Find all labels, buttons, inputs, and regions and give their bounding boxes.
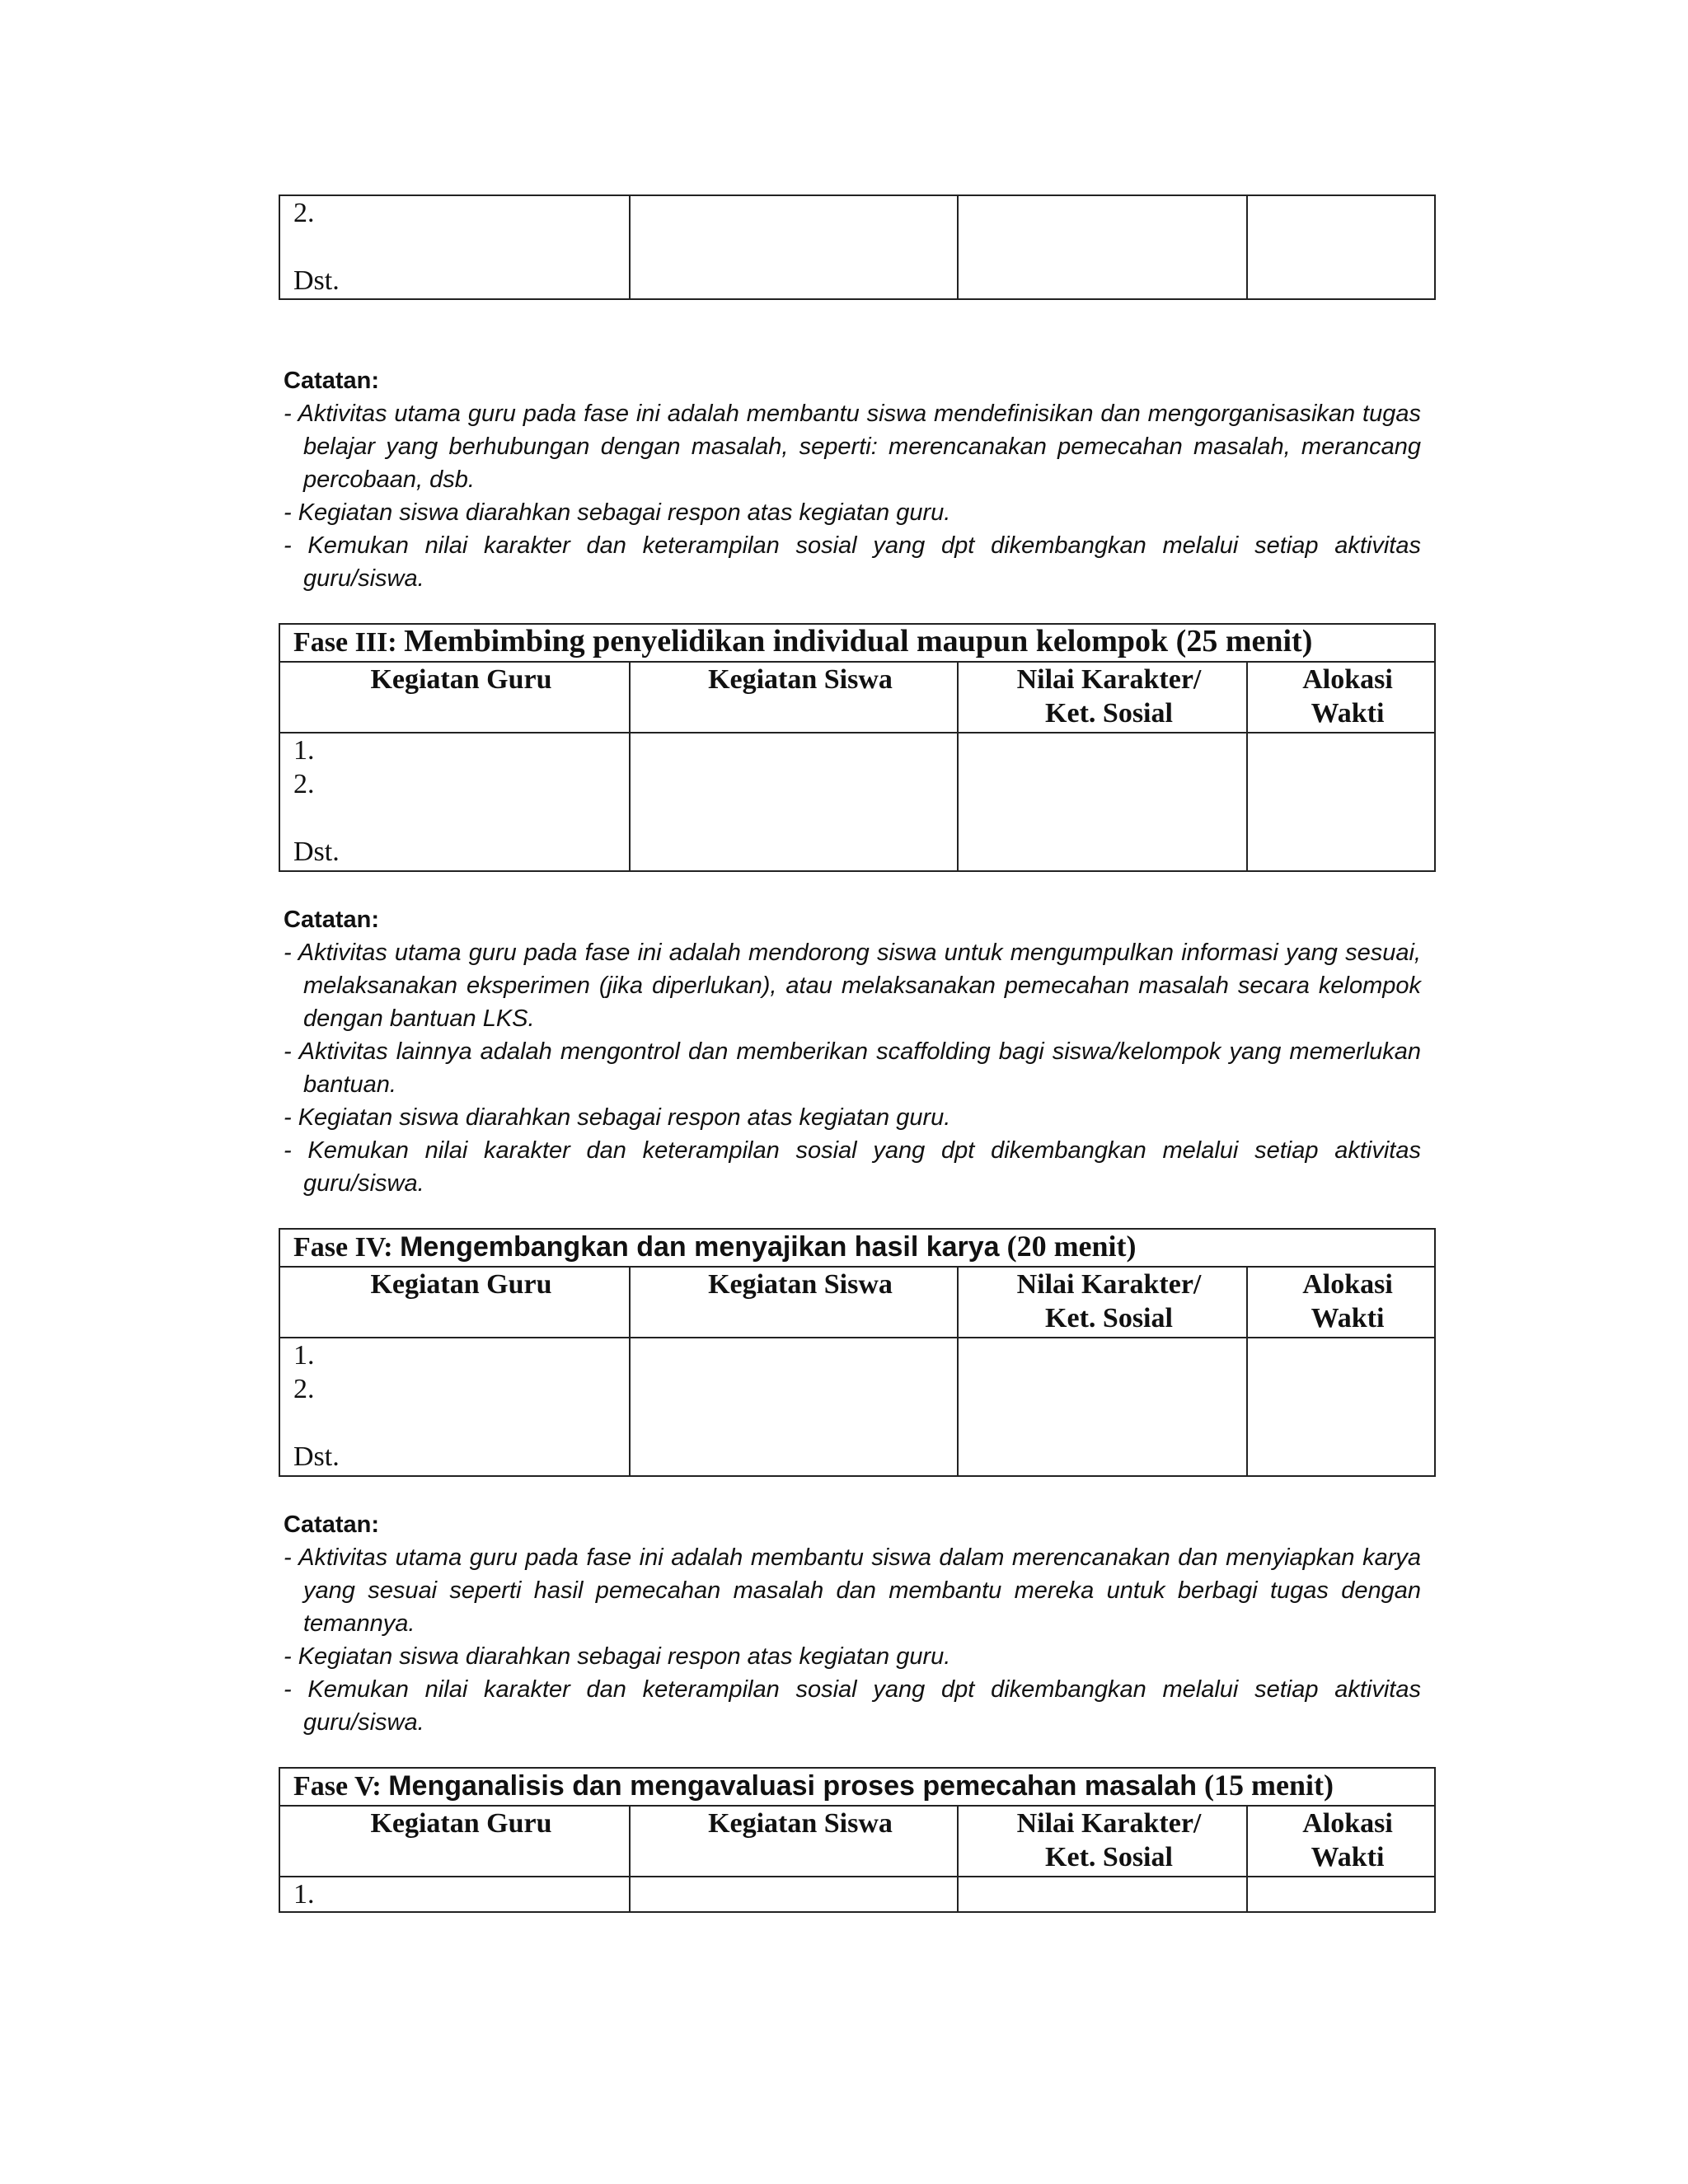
kegiatan-guru-cell [279, 195, 630, 299]
header-kegiatan-siswa: Kegiatan Siswa [630, 662, 958, 733]
fase-label: Fase IV: [293, 1232, 393, 1263]
catatan-section-3 [279, 1508, 1421, 1739]
fase-4-heading [279, 1229, 1435, 1267]
fase-5-heading [279, 1768, 1435, 1806]
alokasi-waktu-cell [1247, 195, 1435, 299]
header-kegiatan-siswa: Kegiatan Siswa [630, 1267, 958, 1338]
header-row [279, 662, 1435, 733]
row-number: 2. [293, 198, 315, 228]
header-alokasi-waktu: Alokasi Wakti [1247, 1806, 1435, 1877]
fase-title: Mengembangkan dan menyajikan hasil karya [400, 1231, 1000, 1263]
continuation-table [279, 194, 1436, 300]
header-kegiatan-guru: Kegiatan Guru [279, 662, 630, 733]
table-row [279, 1338, 1435, 1476]
header-nilai-karakter: Nilai Karakter/ Ket. Sosial [958, 1806, 1247, 1877]
nilai-karakter-cell [958, 733, 1247, 871]
catatan-title: Catatan: [284, 907, 380, 933]
fase-duration: (20 menit) [999, 1230, 1137, 1263]
catatan-section-2 [279, 903, 1421, 1200]
row-etc: Dst. [293, 265, 340, 296]
catatan-item: - Kemukan nilai karakter dan keterampilan sosial yang dpt dikembangkan melalui setiap aktivitas guru/siswa. [284, 1676, 1421, 1736]
fase-5-table [279, 1767, 1436, 1913]
nilai-karakter-cell [958, 1338, 1247, 1476]
header-alokasi-waktu: Alokasi Wakti [1247, 662, 1435, 733]
catatan-item: - Kemukan nilai karakter dan keterampilan sosial yang dpt dikembangkan melalui setiap aktivitas guru/siswa. [284, 532, 1421, 592]
nilai-karakter-cell [958, 195, 1247, 299]
catatan-item: - Kegiatan siswa diarahkan sebagai respon atas kegiatan guru. [284, 1104, 951, 1131]
kegiatan-siswa-cell [630, 733, 958, 871]
header-kegiatan-guru: Kegiatan Guru [279, 1267, 630, 1338]
alokasi-waktu-cell [1247, 733, 1435, 871]
table-row [279, 733, 1435, 871]
fase-label: Fase V: [293, 1771, 382, 1802]
kegiatan-siswa-cell [630, 1877, 958, 1912]
header-alokasi-waktu: Alokasi Wakti [1247, 1267, 1435, 1338]
alokasi-waktu-cell [1247, 1338, 1435, 1476]
fase-title: Membimbing penyelidikan individual maupun kelompok (25 menit) [404, 624, 1313, 658]
header-nilai-karakter: Nilai Karakter/ Ket. Sosial [958, 662, 1247, 733]
nilai-karakter-cell [958, 1877, 1247, 1912]
catatan-section-1 [279, 364, 1421, 595]
catatan-title: Catatan: [284, 1511, 380, 1538]
catatan-item: - Kegiatan siswa diarahkan sebagai respon atas kegiatan guru. [284, 499, 951, 526]
catatan-item: - Aktivitas utama guru pada fase ini adalah mendorong siswa untuk mengumpulkan informasi yang sesuai, melaksanakan eksperimen (jika diperlukan), atau melaksanakan pemecahan masalah secara kelompok dengan bantuan LKS. [284, 940, 1421, 1032]
header-row [279, 1267, 1435, 1338]
header-nilai-karakter: Nilai Karakter/ Ket. Sosial [958, 1267, 1247, 1338]
catatan-item: - Kegiatan siswa diarahkan sebagai respon atas kegiatan guru. [284, 1643, 951, 1670]
catatan-item: - Aktivitas utama guru pada fase ini adalah membantu siswa mendefinisikan dan mengorganisasikan tugas belajar yang berhubungan dengan masalah, seperti: merencanakan pemecahan masalah, merancang percobaan, dsb. [284, 401, 1421, 493]
catatan-item: - Kemukan nilai karakter dan keterampilan sosial yang dpt dikembangkan melalui setiap aktivitas guru/siswa. [284, 1137, 1421, 1197]
document-page [279, 194, 1434, 1913]
alokasi-waktu-cell [1247, 1877, 1435, 1912]
table-row [279, 195, 1435, 299]
kegiatan-guru-cell: 1. 2. Dst. [279, 1338, 630, 1476]
fase-duration: (15 menit) [1196, 1769, 1334, 1802]
kegiatan-siswa-cell [630, 1338, 958, 1476]
header-kegiatan-siswa: Kegiatan Siswa [630, 1806, 958, 1877]
fase-3-table [279, 623, 1436, 872]
fase-3-heading [279, 624, 1435, 662]
catatan-title: Catatan: [284, 368, 380, 394]
kegiatan-guru-cell: 1. 2. Dst. [279, 733, 630, 871]
kegiatan-siswa-cell [630, 195, 958, 299]
kegiatan-guru-cell: 1. [279, 1877, 630, 1912]
catatan-item: - Aktivitas utama guru pada fase ini adalah membantu siswa dalam merencanakan dan menyiapkan karya yang sesuai seperti hasil pemecahan masalah dan membantu mereka untuk berbagi tugas dengan temannya. [284, 1544, 1421, 1637]
table-row [279, 1877, 1435, 1912]
header-row [279, 1806, 1435, 1877]
fase-title: Menganalisis dan mengavaluasi proses pemecahan masalah [388, 1770, 1197, 1802]
fase-4-table [279, 1228, 1436, 1477]
fase-label: Fase III: [293, 627, 397, 658]
header-kegiatan-guru: Kegiatan Guru [279, 1806, 630, 1877]
catatan-item: - Aktivitas lainnya adalah mengontrol dan memberikan scaffolding bagi siswa/kelompok yang memerlukan bantuan. [284, 1038, 1421, 1098]
